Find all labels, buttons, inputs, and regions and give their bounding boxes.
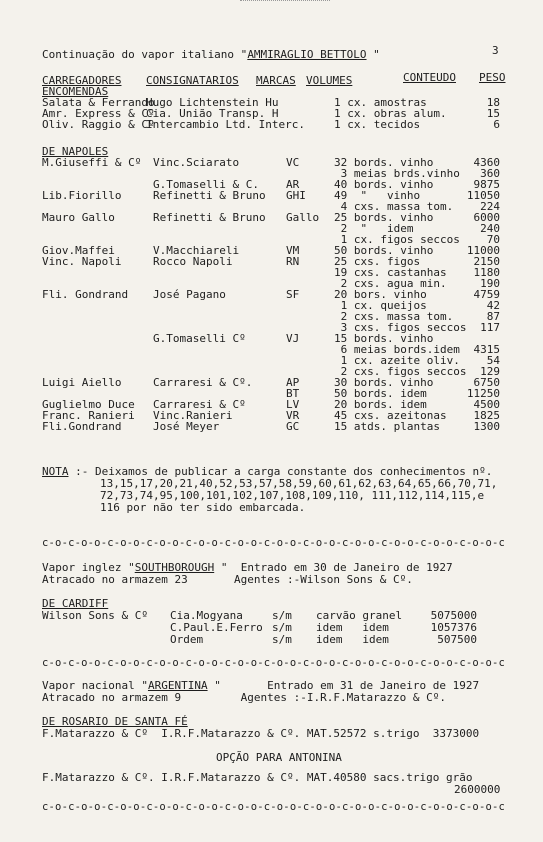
napoles-consignee: Carraresi & Cº — [153, 398, 246, 411]
napoles-mark: RN — [286, 255, 300, 268]
napoles-weight: 117 — [480, 321, 500, 334]
nota-line4: 116 por não ter sido embarcada. — [100, 501, 306, 514]
napoles-weight: 1825 — [473, 409, 500, 422]
napoles-qty: 50 bords. vinho — [334, 244, 434, 257]
napoles-qty: 40 bords. vinho — [334, 178, 434, 191]
napoles-qty: 2 cxs. agua min. — [334, 277, 447, 290]
cardiff-shipper: Wilson Sons & Cº — [42, 609, 148, 622]
napoles-mark: Gallo — [286, 211, 320, 224]
napoles-weight: 2150 — [473, 255, 500, 268]
napoles-consignee: Refinetti & Bruno — [153, 211, 266, 224]
napoles-shipper: Vinc. Napoli — [42, 255, 122, 268]
napoles-qty: 32 bords. vinho — [334, 156, 434, 169]
inglez-line2: Atracado no armazem 23 Agentes :-Wilson Sons & Cº. — [42, 573, 413, 586]
napoles-shipper: Luigi Aiello — [42, 376, 122, 389]
napoles-consignee: G.Tomaselli Cº — [153, 332, 246, 345]
napoles-consignee: Vinc.Sciarato — [153, 156, 240, 169]
napoles-weight: 70 — [486, 233, 500, 246]
cardiff-mark: s/m — [272, 621, 292, 634]
napoles-qty: 2 cxs. massa tom. — [334, 310, 454, 323]
napoles-weight: 11000 — [466, 244, 500, 257]
napoles-qty: 25 bords. vinho — [334, 211, 434, 224]
napoles-consignee: Vinc.Ranieri — [153, 409, 233, 422]
encomendas-qty: 1 cx. obras alum. — [334, 107, 447, 120]
napoles-qty: 15 bords. vinho — [334, 332, 434, 345]
napoles-qty: 1 cx. azeite oliv. — [334, 354, 460, 367]
napoles-weight: 240 — [480, 222, 500, 235]
napoles-mark: VM — [286, 244, 300, 257]
napoles-weight: 4315 — [473, 343, 500, 356]
section-cardiff: DE CARDIFF — [42, 597, 109, 610]
napoles-weight: 87 — [486, 310, 500, 323]
napoles-qty: 6 meias bords.idem — [334, 343, 460, 356]
napoles-mark: VC — [286, 156, 300, 169]
napoles-qty: 2 " idem — [334, 222, 414, 235]
napoles-shipper: Lib.Fiorillo — [42, 189, 122, 202]
nota-line1: NOTA :- Deixamos de publicar a carga constante dos conhecimentos nº. — [42, 465, 493, 478]
napoles-qty: 30 bords. vinho — [334, 376, 434, 389]
napoles-mark: VJ — [286, 332, 300, 345]
cardiff-weight: 5075000 — [430, 609, 477, 622]
cardiff-mark: s/m — [272, 633, 292, 646]
cardiff-consignee: Ordem — [170, 633, 204, 646]
napoles-qty: 1 cx. figos seccos — [334, 233, 460, 246]
napoles-shipper: Franc. Ranieri — [42, 409, 135, 422]
napoles-consignee: Rocco Napoli — [153, 255, 233, 268]
rosario-line: F.Matarazzo & Cº I.R.F.Matarazzo & Cº. MAT.52572 s.trigo 3373000 — [42, 727, 480, 740]
napoles-consignee: G.Tomaselli & C. — [153, 178, 259, 191]
col-consignatarios: CONSIGNATARIOS — [146, 74, 239, 87]
encomendas-shipper: Salata & Ferrando — [42, 96, 155, 109]
napoles-consignee: José Meyer — [153, 420, 220, 433]
encomendas-qty: 1 cx. amostras — [334, 96, 427, 109]
napoles-qty: 49 " vinho — [334, 189, 421, 202]
napoles-weight: 4759 — [473, 288, 500, 301]
napoles-weight: 4360 — [473, 156, 500, 169]
col-carregadores: CARREGADORES — [42, 74, 122, 87]
napoles-weight: 6750 — [473, 376, 500, 389]
col-volumes: VOLUMES — [306, 74, 353, 87]
napoles-consignee: Carraresi & Cº. — [153, 376, 253, 389]
napoles-qty: 15 atds. plantas — [334, 420, 440, 433]
nacional-line2: Atracado no armazem 9 Agentes :-I.R.F.Matarazzo & Cº. — [42, 691, 446, 704]
napoles-qty: 20 bors. vinho — [334, 288, 427, 301]
napoles-qty: 2 cxs. figos seccos — [334, 365, 467, 378]
napoles-mark: VR — [286, 409, 300, 422]
napoles-consignee: Refinetti & Bruno — [153, 189, 266, 202]
napoles-shipper: Giov.Maffei — [42, 244, 115, 257]
napoles-weight: 11250 — [466, 387, 500, 400]
napoles-qty: 19 cxs. castanhas — [334, 266, 447, 279]
opcao-line2: 2600000 — [454, 783, 501, 796]
napoles-weight: 9875 — [473, 178, 500, 191]
napoles-mark: BT — [286, 387, 300, 400]
cardiff-consignee: Cia.Mogyana — [170, 609, 243, 622]
napoles-mark: AR — [286, 178, 300, 191]
cardiff-weight: 507500 — [437, 633, 477, 646]
napoles-weight: 190 — [480, 277, 500, 290]
encomendas-consignee: Hugo Lichtenstein Hu — [146, 96, 279, 109]
napoles-weight: 4500 — [473, 398, 500, 411]
section-napoles: DE NAPOLES — [42, 145, 109, 158]
encomendas-qty: 1 cx. tecidos — [334, 118, 421, 131]
napoles-mark: GHI — [286, 189, 306, 202]
encomendas-shipper: Oliv. Raggio & Cº — [42, 118, 155, 131]
napoles-weight: 42 — [486, 299, 500, 312]
cardiff-weight: 1057376 — [430, 621, 477, 634]
napoles-shipper: Guglielmo Duce — [42, 398, 135, 411]
nota-line2: 13,15,17,20,21,40,52,53,57,58,59,60,61,62,63,64,65,66,70,71, — [100, 477, 498, 490]
napoles-qty: 25 cxs. figos — [334, 255, 421, 268]
encomendas-shipper: Amr. Express & Cº — [42, 107, 155, 120]
napoles-shipper: Fli.Gondrand — [42, 420, 122, 433]
napoles-mark: GC — [286, 420, 300, 433]
napoles-consignee: V.Macchiareli — [153, 244, 240, 257]
nota-line3: 72,73,74,95,100,101,102,107,108,109,110, 111,112,114,115,e — [100, 489, 485, 502]
col-peso: PESO — [479, 71, 506, 84]
nacional-line1: Vapor nacional "ARGENTINA " Entrado em 31 de Janeiro de 1927 — [42, 679, 480, 692]
napoles-consignee: José Pagano — [153, 288, 226, 301]
cardiff-qty: carvão granel — [316, 609, 403, 622]
napoles-qty: 1 cx. queijos — [334, 299, 427, 312]
napoles-weight: 6000 — [473, 211, 500, 224]
encomendas-consignee: Intercambio Ltd. Interc. — [146, 118, 305, 131]
section-rosario: DE ROSARIO DE SANTA FÉ — [42, 715, 188, 728]
napoles-mark: AP — [286, 376, 300, 389]
napoles-weight: 224 — [480, 200, 500, 213]
napoles-weight: 11050 — [466, 189, 500, 202]
separator-3: c-o-c-o-o-c-o-o-c-o-o-c-o-o-c-o-o-c-o-o-c-o-o-c-o-o-c-o-o-c-o-o-c-o-o-c — [42, 801, 506, 813]
section-opcao: OPÇÃO PARA ANTONINA — [216, 751, 342, 764]
napoles-shipper: Fli. Gondrand — [42, 288, 129, 301]
napoles-weight: 1180 — [473, 266, 500, 279]
inglez-line1: Vapor inglez "SOUTHBOROUGH " Entrado em 30 de Janeiro de 1927 — [42, 561, 453, 574]
encomendas-weight: 6 — [493, 118, 500, 131]
napoles-qty: 45 cxs. azeitonas — [334, 409, 447, 422]
napoles-weight: 1300 — [473, 420, 500, 433]
napoles-weight: 54 — [486, 354, 500, 367]
encomendas-weight: 15 — [486, 107, 500, 120]
napoles-weight: 360 — [480, 167, 500, 180]
cardiff-qty: idem idem — [316, 621, 389, 634]
cardiff-consignee: C.Paul.E.Ferro — [170, 621, 263, 634]
napoles-qty: 3 cxs. figos seccos — [334, 321, 467, 334]
page-title: Continuação do vapor italiano "AMMIRAGLIO BETTOLO " — [42, 48, 380, 61]
napoles-shipper: Mauro Gallo — [42, 211, 115, 224]
page-number: 3 — [492, 44, 499, 57]
napoles-qty: 20 bords. idem — [334, 398, 427, 411]
col-marcas: MARCAS — [256, 74, 296, 87]
section-encomendas: ENCOMENDAS — [42, 85, 109, 98]
napoles-qty: 4 cxs. massa tom. — [334, 200, 454, 213]
cardiff-mark: s/m — [272, 609, 292, 622]
napoles-qty: 3 meias brds.vinho — [334, 167, 460, 180]
napoles-shipper: M.Giuseffi & Cº — [42, 156, 142, 169]
napoles-qty: 50 bords. idem — [334, 387, 427, 400]
napoles-weight: 129 — [480, 365, 500, 378]
napoles-mark: SF — [286, 288, 300, 301]
encomendas-weight: 18 — [486, 96, 500, 109]
separator-1: c-o-c-o-o-c-o-o-c-o-o-c-o-o-c-o-o-c-o-o-c-o-o-c-o-o-c-o-o-c-o-o-c-o-o-c — [42, 537, 506, 549]
encomendas-consignee: Cia. União Transp. H — [146, 107, 279, 120]
napoles-mark: LV — [286, 398, 300, 411]
col-conteudo: CONTEUDO — [403, 71, 456, 84]
opcao-line1: F.Matarazzo & Cº. I.R.F.Matarazzo & Cº. MAT.40580 sacs.trigo grão — [42, 771, 473, 784]
separator-2: c-o-c-o-o-c-o-o-c-o-o-c-o-o-c-o-o-c-o-o-c-o-o-c-o-o-c-o-o-c-o-o-c-o-o-c — [42, 657, 506, 669]
cardiff-qty: idem idem — [316, 633, 389, 646]
top-edge-mark — [240, 0, 330, 5]
